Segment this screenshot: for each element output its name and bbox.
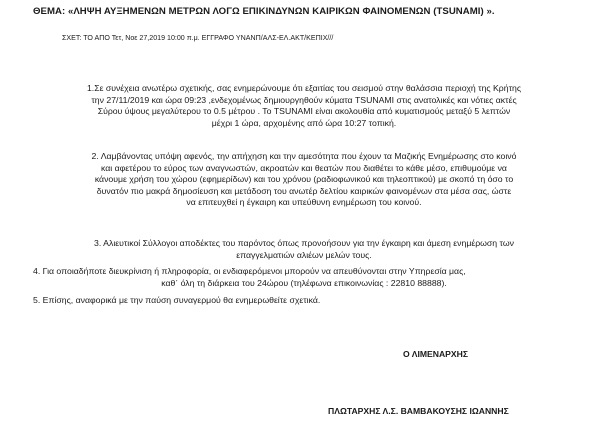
paragraph-5 [33, 295, 575, 307]
paragraph-2 [33, 151, 575, 209]
paragraph-line: την 27/11/2019 και ώρα 09:23 ,ενδεχομένως δημιουργηθούν κύματα TSUNAMI στις ανατολικές και νότιες ακτές [91, 94, 517, 105]
paragraph-line: 2. Λαμβάνοντας υπόψη αφενός, την απήχηση και την αμεσότητα που έχουν τα Μαζικής Ενημέρωσης στο κοινό [91, 151, 517, 161]
paragraph-line: 4. Για οποιαδήποτε διευκρίνιση ή πληροφορία, οι ενδιαφερόμενοι μπορούν να απευθύνονται στην Υπηρεσία μας, [33, 266, 466, 276]
paragraph-line: δυνατόν πιο μακρά δημοσίευση και μετάδοση του ανωτέρ δελτίου καιρικών φαινομένων στα μέσα σας, ώστε [96, 185, 512, 196]
paragraph-line: 1.Σε συνέχεια ανωτέρω σχετικής, σας ενημερώνουμε ότι εξαιτίας του σεισμού στην θαλάσσια περιοχή της Κρήτης [86, 83, 522, 93]
signature-name: ΠΛΩΤΑΡΧΗΣ Λ.Σ. ΒΑΜΒΑΚΟΥΣΗΣ ΙΩΑΝΝΗΣ [328, 406, 509, 416]
document-subject: ΘΕΜΑ: «ΛΗΨΗ ΑΥΞΗΜΕΝΩΝ ΜΕΤΡΩΝ ΛΟΓΩ ΕΠΙΚΙΝΔΥΝΩΝ ΚΑΙΡΙΚΩΝ ΦΑΙΝΟΜΕΝΩΝ (TSUNAMI) ». [33, 6, 495, 17]
document-reference: ΣΧΕΤ: ΤΟ ΑΠΟ Τετ, Νοε 27,2019 10:00 π.μ. ΕΓΓΡΑΦΟ ΥΝΑΝΠ/ΑΛΣ-ΕΛ.ΑΚΤ/ΚΕΠΙΧ/// [62, 34, 334, 42]
paragraph-line: καθ᾽ όλη τη διάρκεια του 24ώρου (τηλέφωνα επικοινωνίας : 22810 88888). [161, 277, 447, 288]
paragraph-4 [33, 266, 575, 289]
signature-title: Ο ΛΙΜΕΝΑΡΧΗΣ [403, 349, 469, 359]
paragraph-line: επαγγελματιών αλιέων μελών τους. [236, 249, 372, 260]
paragraph-line: 5. Επίσης, αναφορικά με την παύση συναγερμού θα ενημερωθείτε σχετικά. [33, 295, 321, 305]
paragraph-line: κάνουμε χρήση του χώρου (εφημερίδων) και του χρόνου (ραδιοφωνικού και τηλεοπτικού) με σκοπό τη όσο το [94, 174, 514, 184]
paragraph-3 [33, 238, 575, 261]
paragraph-line: μέχρι 1 ώρα, αρχομένης από ώρα 10:27 τοπική. [211, 117, 397, 128]
paragraph-line: να επιτευχθεί η έγκαιρη και υπεύθυνη ενημέρωση του κοινού. [186, 197, 422, 207]
paragraph-1 [33, 83, 575, 129]
paragraph-line: Σύρου ύψους μεγαλύτερου το 0.5 μέτρου . Το TSUNAMI είναι ακολουθία από κυματισμούς μεταξύ 5 λεπτών [97, 106, 511, 116]
paragraph-line: 3. Αλιευτικοί Σύλλογοι αποδέκτες του παρόντος όπως προνοήσουν για την έγκαιρη και άμεση ενημέρωση των [94, 238, 514, 248]
paragraph-line: και αφετέρου το εύρος των αναγνωστών, ακροατών και θεατών που διαθέτει το κάθε μέσο, επιθυμούμε να [101, 162, 507, 173]
